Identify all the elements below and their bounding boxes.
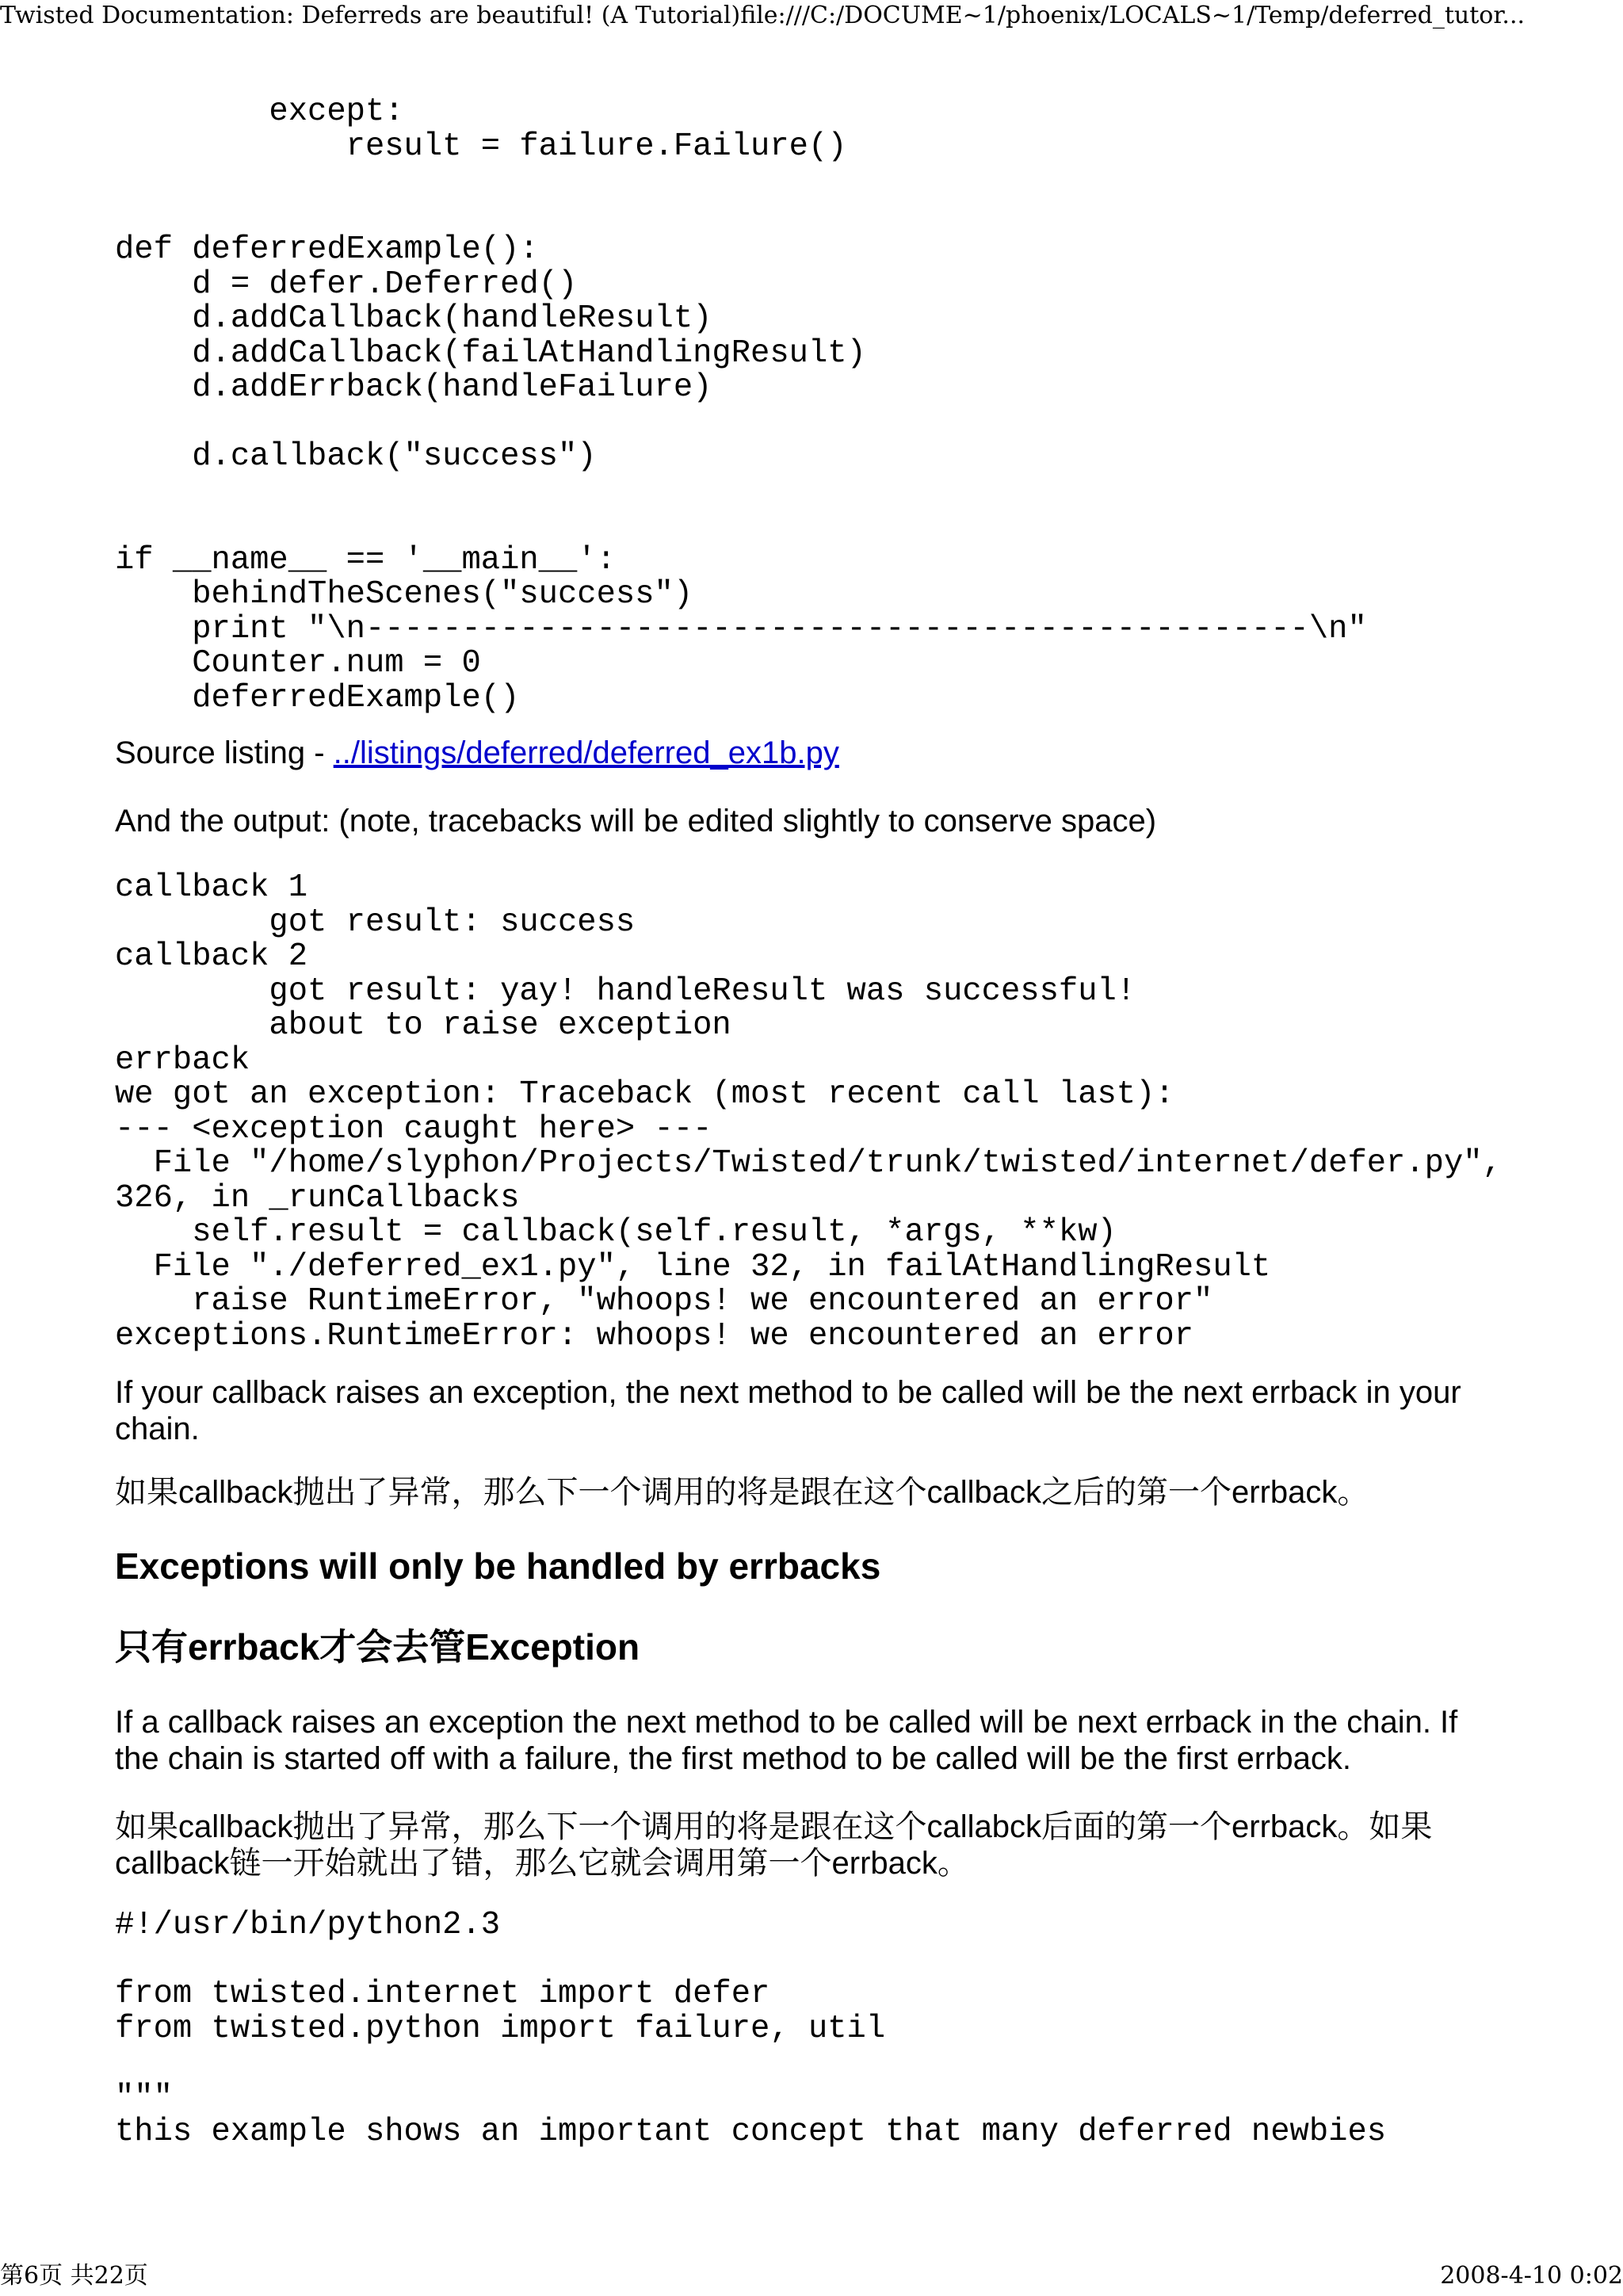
output-intro: And the output: (note, tracebacks will be edited slightly to conserve space) — [115, 804, 1157, 839]
output-block: callback 1 got result: success callback 2 got result: yay! handleResult was successful! about to raise exception errback we got an exception: Traceback (most recent call last): --- <exception caught here> --- File "/home/slyphon/Projects/Twisted/trunk/twisted/internet/defer.py", 326, in _runCallbacks self.result = callback(self.result, *args, **kw) File "./deferred_ex1.py", line 32, in failAtHandlingResult raise RuntimeError, "whoops! we encountered an error" exceptions.RuntimeError: whoops! we encountered an error — [115, 869, 1502, 1354]
print-header-title: Twisted Documentation: Deferreds are beautiful! (A Tutorial) — [0, 2, 741, 29]
para-callback-raises-en: If your callback raises an exception, the next method to be called will be the next errback in your chain. — [115, 1375, 1461, 1446]
print-footer — [0, 2259, 1623, 2294]
heading-exceptions-zh: 只有errback才会去管Exception — [115, 1626, 640, 1668]
document-content — [115, 95, 1541, 2150]
print-footer-page: 第6页 共22页 — [0, 2262, 148, 2290]
code-block-deferred-example: except: result = failure.Failure() def deferredExample(): d = defer.Deferred() d.addCallback(handleResult) d.addCallback(failAtHandlingResult) d.addErrback(handleFailure) d.callback("success") if __name__ == '__main__': behindTheScenes("success") print "\n-------------------------------------------------\n" Counter.num = 0 deferredExample() — [115, 94, 1367, 716]
source-listing-link[interactable]: ../listings/deferred/deferred_ex1b.py — [333, 735, 839, 770]
print-footer-datetime: 2008-4-10 0:02 — [1440, 2262, 1623, 2290]
heading-exceptions-en: Exceptions will only be handled by errbacks — [115, 1545, 881, 1587]
print-header-url: file:///C:/DOCUME~1/phoenix/LOCALS~1/Temp/deferred_tutor... — [740, 2, 1526, 29]
print-header — [0, 0, 1623, 32]
source-listing-prefix: Source listing - — [115, 735, 334, 770]
para-exceptions-zh: 如果callback抛出了异常，那么下一个调用的将是跟在这个callabck后面的第一个errback。如果callback链一开始就出了错，那么它就会调用第一个errback。 — [115, 1809, 1433, 1881]
source-listing — [115, 735, 1510, 771]
code-block-example-2: #!/usr/bin/python2.3 from twisted.internet import defer from twisted.python import failure, util """ this example shows an important concept that many deferred newbies — [115, 1907, 1387, 2150]
para-exceptions-en: If a callback raises an exception the next method to be called will be next errback in the chain. If the chain is started off with a failure, the first method to be called will be the first errback. — [115, 1705, 1458, 1776]
para-callback-raises-zh: 如果callback抛出了异常，那么下一个调用的将是跟在这个callback之后的第一个errback。 — [115, 1475, 1369, 1510]
